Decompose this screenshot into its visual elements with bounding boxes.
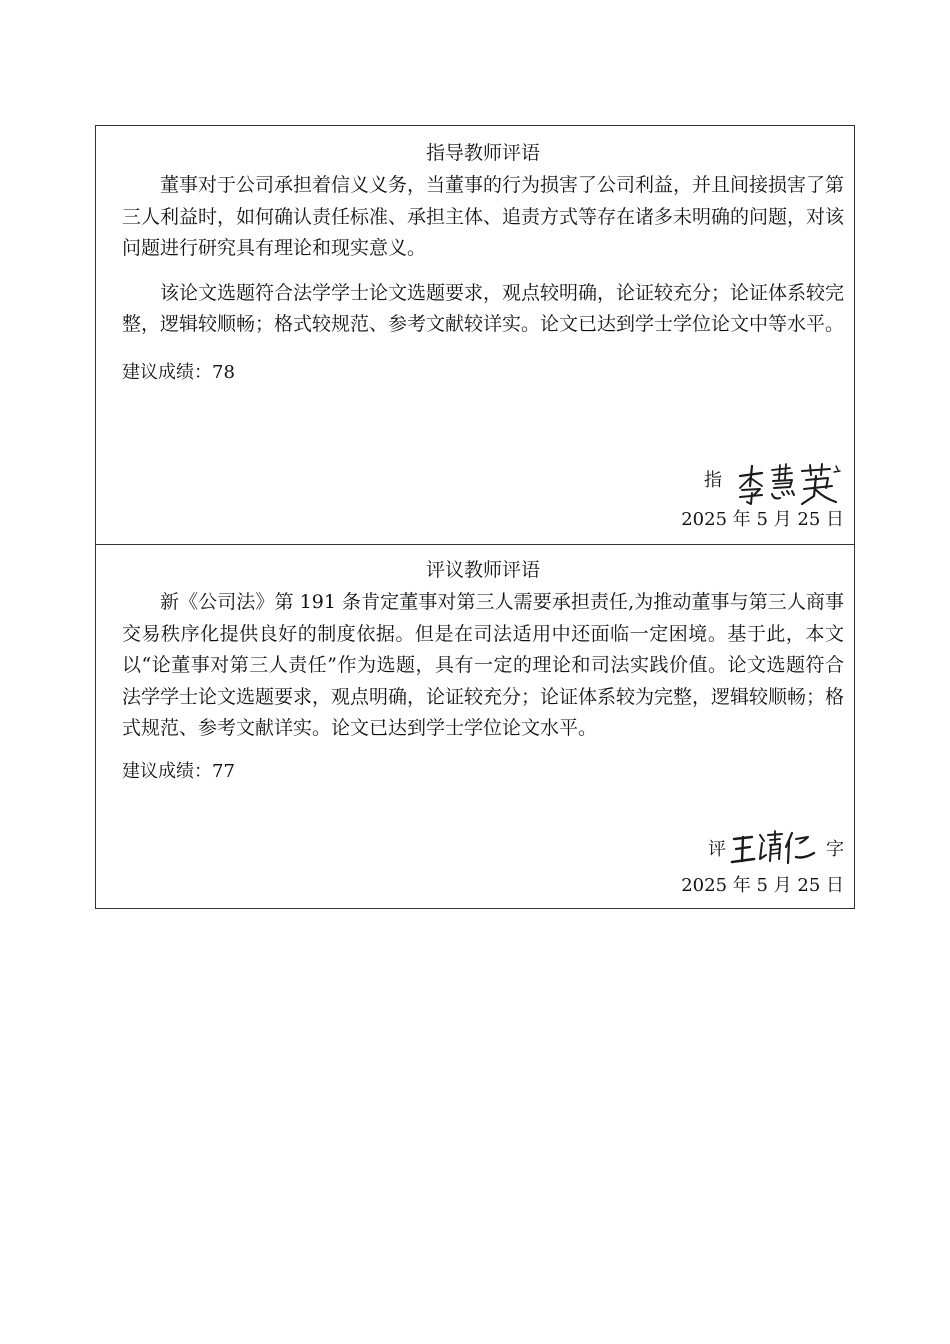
reviewer-comment-section bbox=[96, 544, 854, 908]
advisor-paragraph-1: 董事对于公司承担着信义义务，当董事的行为损害了公司利益，并且间接损害了第三人利益时，如何确认责任标准、承担主体、追责方式等存在诸多未明确的问题，对该问题进行研究具有理论和现实意义。 bbox=[122, 174, 845, 259]
advisor-comment-section bbox=[96, 126, 854, 544]
advisor-signature-row bbox=[96, 466, 844, 494]
reviewer-sign-label-right: 字 bbox=[826, 839, 844, 860]
reviewer-section-title: 评议教师评语 bbox=[425, 559, 540, 581]
advisor-signature-image bbox=[732, 462, 842, 506]
reviewer-signature-image bbox=[730, 829, 818, 869]
reviewer-date: 2025 年 5 月 25 日 bbox=[681, 875, 844, 896]
reviewer-paragraph-1: 新《公司法》第 191 条肯定董事对第三人需要承担责任,为推动董事与第三人商事交易秩序化提供良好的制度依据。但是在司法适用中还面临一定困境。基于此，本文以“论董事对第三人责任”作为选题，具有一定的理论和司法实践价值。论文选题符合法学学士论文选题要求，观点明确，论证较充分；论证体系较为完整，逻辑较顺畅；格式规范、参考文献详实。论文已达到学士学位论文水平。 bbox=[122, 591, 845, 739]
reviewer-grade bbox=[122, 759, 844, 785]
advisor-grade-label: 建议成绩： bbox=[122, 361, 212, 383]
advisor-section-title: 指导教师评语 bbox=[425, 142, 540, 164]
advisor-grade-value: 78 bbox=[212, 361, 235, 383]
reviewer-grade-label: 建议成绩： bbox=[122, 760, 212, 782]
advisor-sign-label: 指 bbox=[704, 470, 722, 491]
advisor-grade bbox=[122, 360, 844, 386]
advisor-date: 2025 年 5 月 25 日 bbox=[681, 509, 844, 530]
advisor-paragraph-2: 该论文选题符合法学学士论文选题要求，观点较明确，论证较充分；论证体系较完整，逻辑较顺畅；格式较规范、参考文献较详实。论文已达到学士学位论文中等水平。 bbox=[122, 281, 845, 335]
reviewer-sign-label-left: 评 bbox=[708, 839, 726, 860]
reviewer-signature-row bbox=[96, 835, 844, 863]
evaluation-form bbox=[95, 125, 855, 909]
reviewer-grade-value: 77 bbox=[212, 760, 235, 782]
